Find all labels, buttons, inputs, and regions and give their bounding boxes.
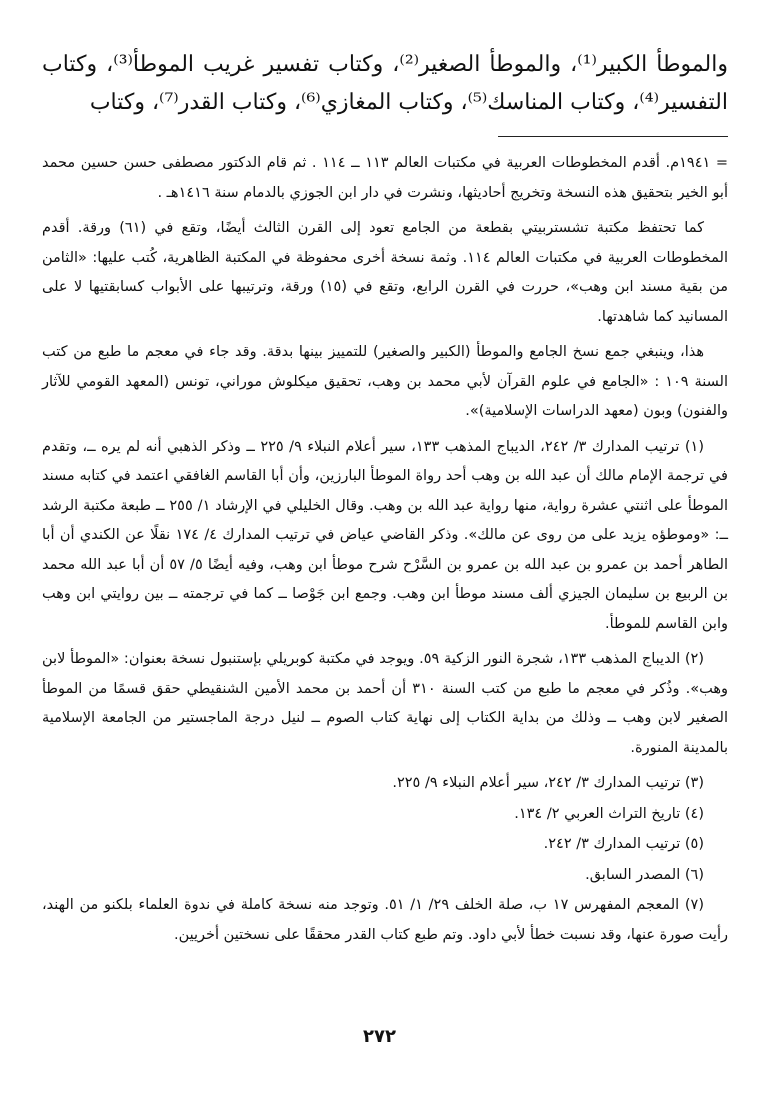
footnote-paragraph: كما تحتفظ مكتبة تشستربيتي بقطعة من الجامع تعود إلى القرن الثالث أيضًا، وتقع في (٦١) ورقة. أقدم المخطوطات العربية في مكتبات العالم ١١٤. وثمة نسخة أخرى محفوظة في المكتبة الظاهرية، كُتب عليها: «الثامن من بقية مسند ابن وهب»، حررت في القرن الرابع، وتقع في (١٥) ورقة، وترتيبها على الأبواب كسابقتيها لا على المسانيد كما شاهدتها. xyxy=(42,220,728,325)
footnote-3: (٣) ترتيب المدارك ٣/ ٢٤٢، سير أعلام النبلاء ٩/ ٢٢٥. xyxy=(392,775,704,791)
footnote-7: (٧) المعجم المفهرس ١٧ ب، صلة الخلف ٢٩/ ١/ ٥١. وتوجد منه نسخة كاملة في ندوة العلماء بلكنو من الهند، رأيت صورة عنها، وقد نسبت خطأ لأبي داود. وتم طبع كتاب القدر محققًا على نسختين أخريين. xyxy=(42,897,728,943)
footnotes xyxy=(42,149,728,950)
footnote-5: (٥) ترتيب المدارك ٣/ ٢٤٢. xyxy=(543,836,704,852)
footnote-separator xyxy=(498,136,728,137)
page-number: ٢٧٢ xyxy=(363,1026,396,1047)
footnote-paragraph: هذا، وينبغي جمع نسخ الجامع والموطأ (الكبير والصغير) للتمييز بينها بدقة. وقد جاء في معجم ما طبع من كتب السنة ١٠٩ : «الجامع في علوم القرآن لأبي محمد بن وهب، تحقيق ميكلوش موراني، تونس (المعهد القومي للآثار والفنون) وبون (معهد الدراسات الإسلامية)». xyxy=(42,344,729,419)
footnote-6: (٦) المصدر السابق. xyxy=(585,866,704,883)
main-text: والموطأ الكبير⁽¹⁾، والموطأ الصغير⁽²⁾، وكتاب تفسير غريب الموطأ⁽³⁾، وكتاب التفسير⁽⁴⁾، وكتاب المناسك⁽⁵⁾، وكتاب المغازي⁽⁶⁾، وكتاب القدر⁽⁷⁾، وكتاب xyxy=(42,52,728,115)
book-page xyxy=(42,46,728,1076)
footnote-4: (٤) تاريخ التراث العربي ٢/ ١٣٤. xyxy=(514,805,704,822)
footnote-continued: = ١٩٤١م. أقدم المخطوطات العربية في مكتبات العالم ١١٣ ــ ١١٤ . ثم قام الدكتور مصطفى حسن حسين محمد أبو الخير بتحقيق هذه النسخة وتخريج أحاديثها، ونشرت في دار ابن الجوزي بالدمام سنة ١٤١٦هـ . xyxy=(42,155,729,201)
footnote-1: (١) ترتيب المدارك ٣/ ٢٤٢، الديباج المذهب ١٣٣، سير أعلام النبلاء ٩/ ٢٢٥ ــ وذكر الذهبي أنه لم يره ــ، وتقدم في ترجمة الإمام مالك أن عبد الله بن وهب أحد رواة الموطأ البارزين، وأن أبا القاسم الغافقي اعتمد في كتابه مسند الموطأ على اثنتي عشرة رواية، منها رواية عبد الله بن وهب. وقال الخليلي في الإرشاد ١/ ٢٥٥ ــ طبعة مكتبة الرشد ــ: «وموطؤه يزيد على من روى عن مالك». وذكر القاضي عياض في ترتيب المدارك ٤/ ١٧٤ نقلًا عن الكندي أن أبا الطاهر أحمد بن عمرو بن عبد الله بن عمرو بن السَّرْح شرح موطأ ابن وهب، وفيه أيضًا ٥/ ٥٧ أن أبا عبد الله محمد بن الربيع بن سليمان الجيزي ألف مسند موطأ ابن وهب. وجمع ابن جَوْصا ــ كما في ترجمته ــ بين روايتي ابن وهب وابن القاسم للموطأ. xyxy=(42,438,728,632)
footnote-2: (٢) الديباج المذهب ١٣٣، شجرة النور الزكية ٥٩. ويوجد في مكتبة كوبريلي بإستنبول نسخة بعنوان: «الموطأ لابن وهب». وذُكر في معجم ما طبع من كتب السنة ٣١٠ أن أحمد بن محمد الأمين الشنقيطي حقق قسمًا من الموطأ الصغير لابن وهب ــ وذلك من بداية الكتاب إلى نهاية كتاب الصوم ــ لنيل درجة الماجستير من الجامعة الإسلامية بالمدينة المنورة. xyxy=(42,651,728,756)
